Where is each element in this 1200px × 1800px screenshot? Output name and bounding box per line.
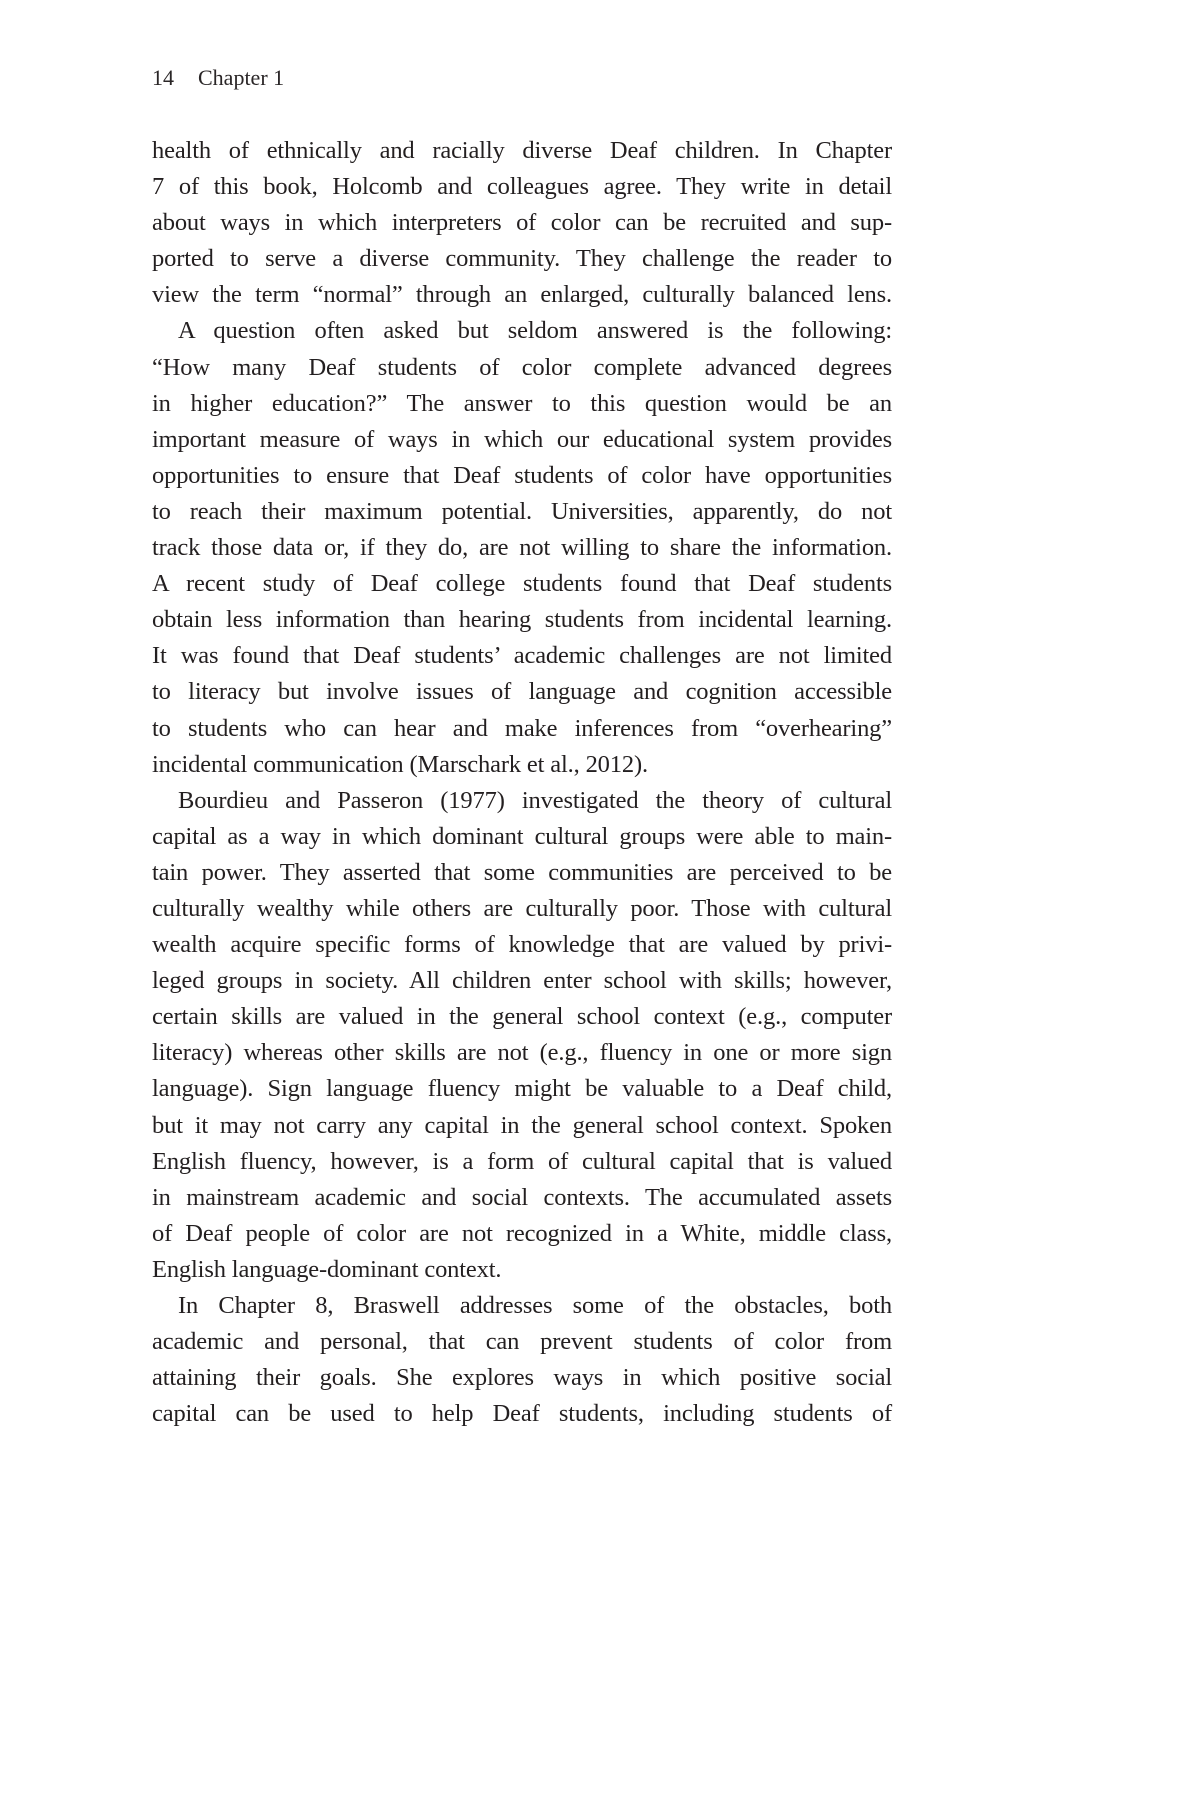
text-line: capital can be used to help Deaf students, including students of [152,1400,892,1428]
text-line: track those data or, if they do, are not willing to share the information. [152,534,892,562]
text-line: in higher education?” The answer to this question would be an [152,389,892,417]
text-line: to reach their maximum potential. Universities, apparently, do not [152,497,892,525]
text-line: ported to serve a diverse community. They challenge the reader to [152,245,892,273]
text-line: to students who can hear and make inferences from “overhearing” [152,714,892,742]
paragraph-1 [152,133,892,313]
text-line: incidental communication (Marschark et al., 2012). [152,750,648,778]
chapter-label: Chapter 1 [198,65,285,90]
text-line: A recent study of Deaf college students found that Deaf students [152,570,892,598]
paragraph-2 [152,313,892,782]
text-line: obtain less information than hearing students from incidental learning. [152,606,892,634]
text-line: capital as a way in which dominant cultural groups were able to main- [152,822,892,850]
text-line: leged groups in society. All children enter school with skills; however, [152,967,892,995]
text-line: “How many Deaf students of color complete advanced degrees [152,353,892,381]
text-line: attaining their goals. She explores ways in which positive social [152,1364,892,1392]
paragraph-3 [152,783,892,1288]
text-line: in mainstream academic and social contexts. The accumulated assets [152,1183,892,1211]
text-line: literacy) whereas other skills are not (e.g., fluency in one or more sign [152,1039,892,1067]
text-line: important measure of ways in which our educational system provides [152,425,892,453]
text-line: Bourdieu and Passeron (1977) investigated the theory of cultural [178,786,892,814]
text-line: 7 of this book, Holcomb and colleagues agree. They write in detail [152,173,892,201]
text-line: In Chapter 8, Braswell addresses some of the obstacles, both [178,1292,892,1319]
body-text [152,133,892,1432]
text-line: of Deaf people of color are not recognized in a White, middle class, [152,1219,892,1247]
page-number: 14 [152,65,174,90]
text-line: English language-dominant context. [152,1255,502,1283]
text-line: language). Sign language fluency might be valuable to a Deaf child, [152,1075,892,1103]
text-line: A question often asked but seldom answered is the following: [178,317,892,345]
paragraph-4 [152,1288,892,1432]
running-head [152,64,284,92]
text-line: about ways in which interpreters of color can be recruited and sup- [152,209,892,237]
text-line: It was found that Deaf students’ academic challenges are not limited [152,642,892,670]
text-line: culturally wealthy while others are culturally poor. Those with cultural [152,894,892,922]
text-line: but it may not carry any capital in the general school context. Spoken [152,1111,892,1139]
text-line: academic and personal, that can prevent students of color from [152,1328,892,1356]
text-line: health of ethnically and racially diverse Deaf children. In Chapter [152,137,892,164]
text-line: tain power. They asserted that some communities are perceived to be [152,858,892,886]
text-line: wealth acquire specific forms of knowledge that are valued by privi- [152,931,892,959]
text-line: certain skills are valued in the general school context (e.g., computer [152,1003,892,1031]
text-line: view the term “normal” through an enlarged, culturally balanced lens. [152,281,892,309]
text-line: opportunities to ensure that Deaf students of color have opportunities [152,461,892,489]
text-line: English fluency, however, is a form of cultural capital that is valued [152,1147,892,1175]
text-line: to literacy but involve issues of language and cognition accessible [152,678,892,706]
